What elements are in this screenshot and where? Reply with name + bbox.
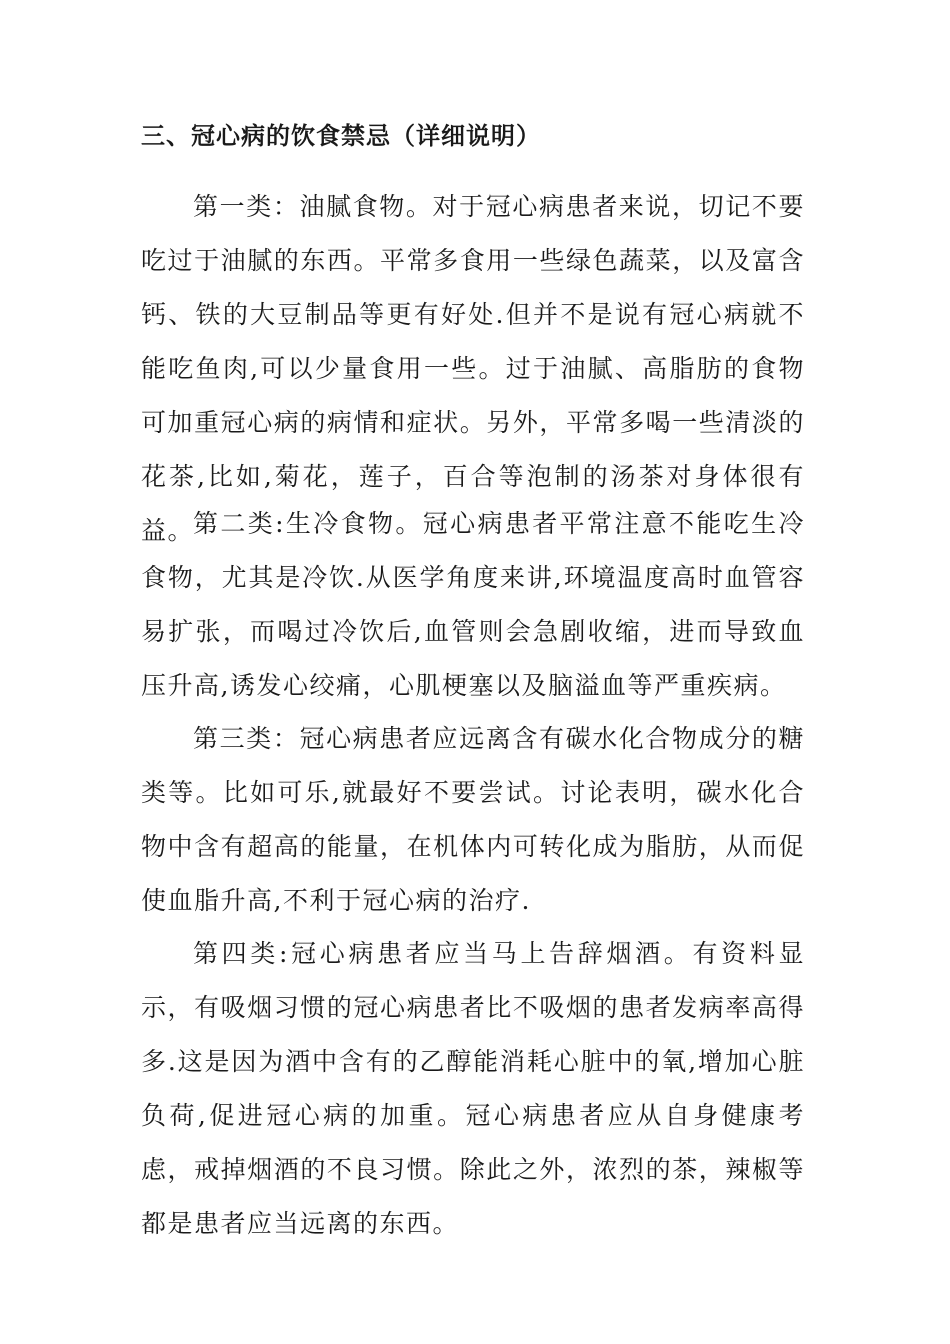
paragraph-carbohydrates: 第三类：冠心病患者应远离含有碳水化合物成分的糖类等。比如可乐,就最好不要尝试。讨论表明，碳水化合物中含有超高的能量，在机体内可转化成为脂肪，从而促使血脂升高,不利于冠心病的治疗. — [141, 724, 805, 915]
paragraph-cold-food: 第二类:生冷食物。冠心病患者平常注意不能吃生冷食物，尤其是冷饮.从医学角度来讲,环境温度高时血管容易扩张，而喝过冷饮后,血管则会急剧收缩，进而导致血压升高,诱发心绞痛，心肌梗塞以及脑溢血等严重疾病。 — [141, 509, 805, 700]
section-heading: 三、冠心病的饮食禁忌（详细说明） — [141, 122, 541, 150]
paragraph-tobacco-alcohol: 第四类:冠心病患者应当马上告辞烟酒。有资料显示，有吸烟习惯的冠心病患者比不吸烟的患者发病率高得多.这是因为酒中含有的乙醇能消耗心脏中的氧,增加心脏负荷,促进冠心病的加重。冠心病患者应从自身健康考虑，戒掉烟酒的不良习惯。除此之外，浓烈的茶，辣椒等都是患者应当远离的东西。 — [141, 939, 805, 1238]
paragraph-greasy-food: 第一类：油腻食物。对于冠心病患者来说，切记不要吃过于油腻的东西。平常多食用一些绿色蔬菜，以及富含钙、铁的大豆制品等更有好处.但并不是说有冠心病就不能吃鱼肉,可以少量食用一些。过于油腻、高脂肪的食物可加重冠心病的病情和症状。另外，平常多喝一些清淡的花茶,比如,菊花，莲子，百合等泡制的汤茶对身体很有益。 — [141, 192, 805, 545]
